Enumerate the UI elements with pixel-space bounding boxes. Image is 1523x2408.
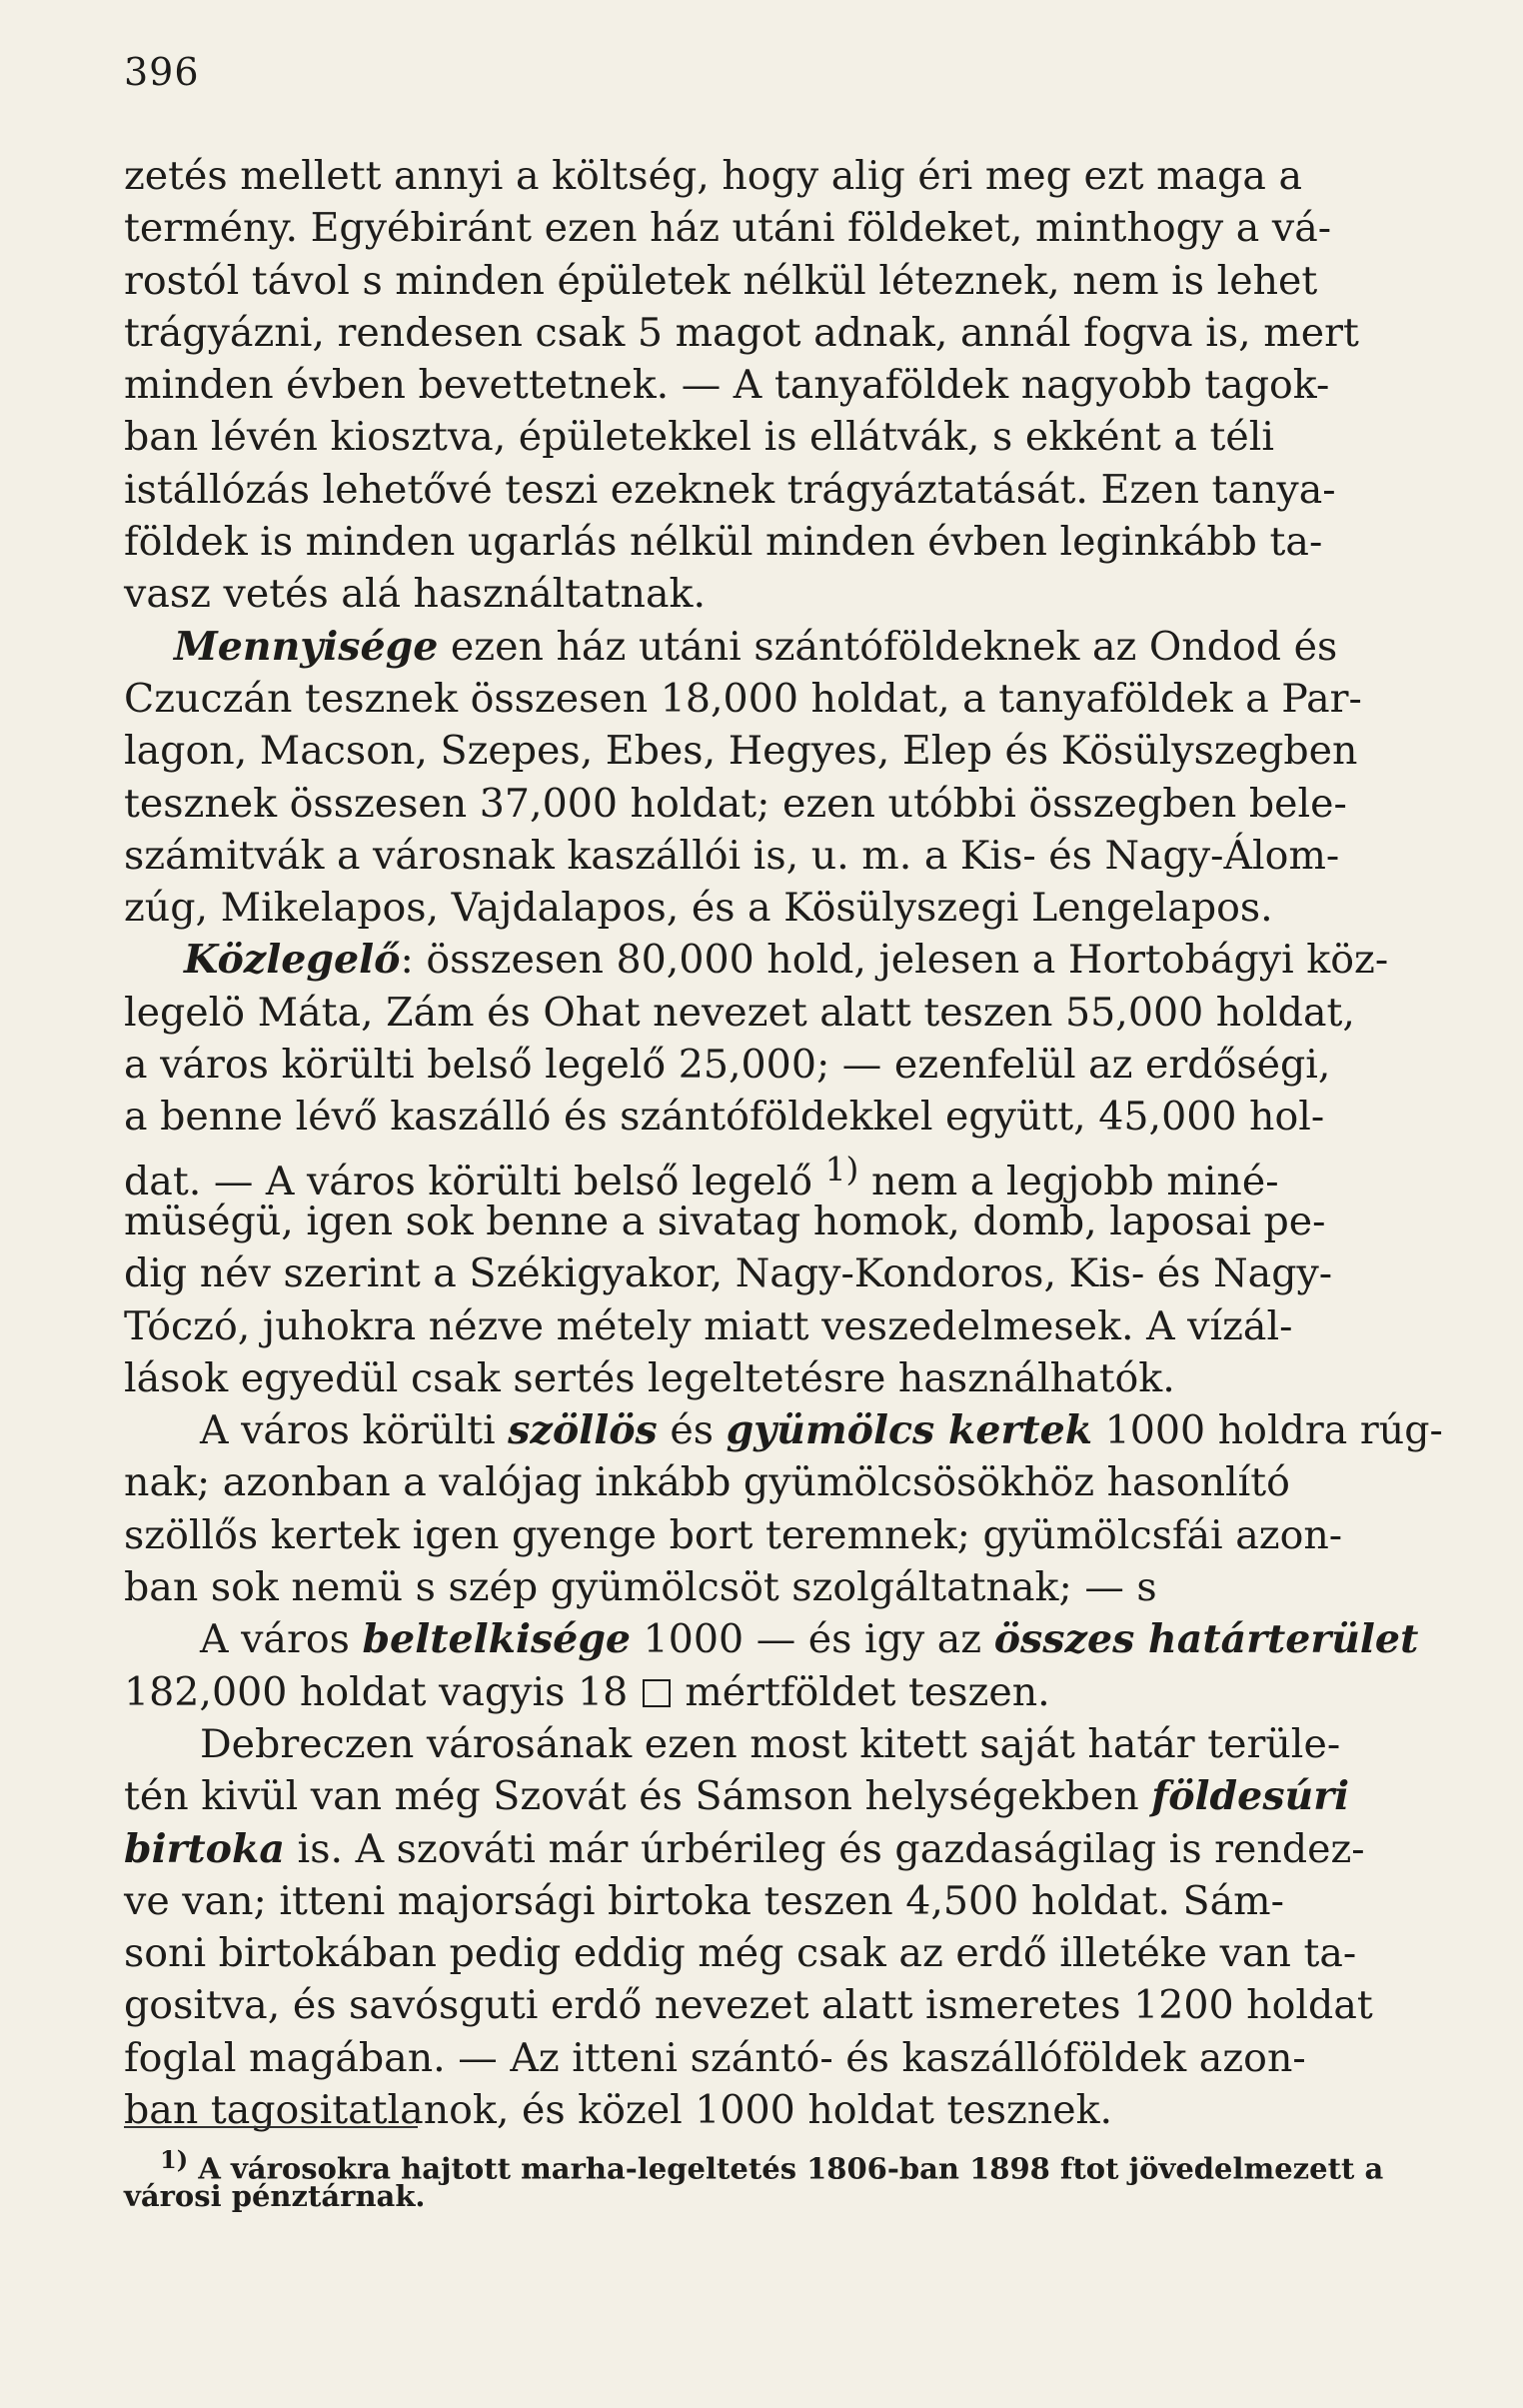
footnote-reference[interactable]: 1) <box>824 1149 859 1189</box>
text-run: A város körülti <box>200 1407 509 1454</box>
text-line <box>124 1613 1421 1665</box>
text-run: mértföldet teszen. <box>672 1668 1050 1715</box>
text-run: : összesen 80,000 hold, jelesen a Hortobágyi köz- <box>400 937 1389 984</box>
emphasis-term: Mennyisége <box>174 623 439 670</box>
text-line: trágyázni, rendesen csak 5 magot adnak, annál fogva is, mert <box>124 309 1359 356</box>
text-line: vasz vetés alá használtatnak. <box>124 571 707 618</box>
text-run: tén kivül van még Szovát és Sámson helységekben <box>124 1773 1152 1820</box>
text-line: istállózás lehetővé teszi ezeknek trágyáztatását. Ezen tanya- <box>124 466 1336 513</box>
text-run: ezen ház utáni szántóföldeknek az Ondod és <box>438 623 1338 670</box>
text-line: ban sok nemü s szép gyümölcsöt szolgáltatnak; — s <box>124 1564 1157 1611</box>
footnote-divider <box>124 2126 418 2128</box>
text-line: foglal magában. — Az itteni szántó- és kaszállóföldek azon- <box>124 2034 1306 2081</box>
text-line: földek is minden ugarlás nélkül minden évben leginkább ta- <box>124 519 1323 566</box>
text-line: a város körülti belső legelő 25,000; — ezenfelül az erdőségi, <box>124 1042 1331 1089</box>
emphasis-term: földesúri <box>1151 1773 1350 1820</box>
text-run: 182,000 holdat vagyis 18 <box>124 1668 641 1715</box>
text-line <box>124 621 1421 673</box>
footnote-line: városi pénztárnak. <box>124 2179 426 2213</box>
text-line: gositva, és savósguti erdő nevezet alatt ismeretes 1200 holdat <box>124 1982 1373 2029</box>
text-run: A városokra hajtott marha-legeltetés 1806-ban 1898 ftot jövedelmezett a <box>188 2151 1384 2186</box>
text-line: számitvák a városnak kaszállói is, u. m. a Kis- és Nagy-Álom- <box>124 832 1340 879</box>
footnote-line <box>124 2142 1423 2186</box>
square-mile-symbol-icon <box>643 1679 671 1707</box>
text-line: soni birtokában pedig eddig még csak az erdő illetéke van ta- <box>124 1930 1357 1977</box>
text-line <box>124 1666 1421 1718</box>
text-line: ve van; itteni majorsági birtoka teszen 4,500 holdat. Sám- <box>124 1877 1284 1924</box>
text-line: minden évben bevettetnek. — A tanyaföldek nagyobb tagok- <box>124 362 1330 409</box>
text-line: zúg, Mikelapos, Vajdalapos, és a Kösülyszegi Lengelapos. <box>124 885 1273 932</box>
emphasis-term: összes határterület <box>993 1616 1419 1663</box>
emphasis-term: Közlegelő <box>184 937 401 984</box>
footnote-marker: 1) <box>160 2145 189 2174</box>
emphasis-term: gyümölcs kertek <box>726 1407 1093 1454</box>
text-line <box>124 1144 1421 1204</box>
text-line: Czuczán tesznek összesen 18,000 holdat, a tanyaföldek a Par- <box>124 675 1362 722</box>
text-line: Tóczó, juhokra nézve métely miatt veszedelmesek. A vízál- <box>124 1302 1293 1349</box>
body-text <box>124 150 1443 2136</box>
text-line: zetés mellett annyi a költség, hogy alig éri meg ezt maga a <box>124 153 1303 199</box>
text-run: 1000 holdra rúg- <box>1092 1407 1443 1454</box>
text-line <box>124 934 1421 986</box>
text-line: a benne lévő kaszálló és szántóföldekkel együtt, 45,000 hol- <box>124 1094 1325 1141</box>
text-line: termény. Egyébiránt ezen ház utáni földeket, minthogy a vá- <box>124 205 1332 252</box>
text-run: és <box>657 1407 727 1454</box>
emphasis-term: beltelkisége <box>362 1616 632 1663</box>
text-line: rostól távol s minden épületek nélkül léteznek, nem is lehet <box>124 257 1318 304</box>
footnote <box>124 2142 1423 2214</box>
text-line: ban tagositatlanok, és közel 1000 holdat tesznek. <box>124 2086 1113 2133</box>
text-run: A város <box>200 1616 363 1663</box>
text-line: ban lévén kiosztva, épületekkel is ellátvák, s ekként a téli <box>124 414 1274 461</box>
text-line: Debreczen városának ezen most kitett saját határ terüle- <box>200 1720 1341 1767</box>
text-run: is. A szováti már úrbérileg és gazdaságilag is rendez- <box>285 1825 1365 1872</box>
text-run: dat. — A város körülti belső legelő <box>124 1158 813 1204</box>
text-line: lagon, Macson, Szepes, Ebes, Hegyes, Elep és Kösülyszegben <box>124 728 1358 775</box>
text-line: dig név szerint a Székigyakor, Nagy-Kondoros, Kis- és Nagy- <box>124 1250 1333 1297</box>
text-line: müségü, igen sok benne a sivatag homok, domb, laposai pe- <box>124 1198 1326 1244</box>
text-line: lások egyedül csak sertés legeltetésre használhatók. <box>124 1354 1175 1401</box>
text-line <box>124 1823 1421 1875</box>
text-line: tesznek összesen 37,000 holdat; ezen utóbbi összegben bele- <box>124 780 1347 827</box>
page-number: 396 <box>124 50 200 94</box>
text-line <box>124 1770 1421 1822</box>
text-line: nak; azonban a valójag inkább gyümölcsösökhöz hasonlító <box>124 1459 1290 1506</box>
emphasis-term: szöllös <box>508 1407 658 1454</box>
text-line: szöllős kertek igen gyenge bort teremnek; gyümölcsfái azon- <box>124 1511 1343 1558</box>
text-run: nem a legjobb miné- <box>858 1158 1279 1204</box>
text-run: 1000 — és igy az <box>631 1616 994 1663</box>
emphasis-term: birtoka <box>124 1825 285 1872</box>
text-line: legelö Máta, Zám és Ohat nevezet alatt teszen 55,000 holdat, <box>124 989 1355 1036</box>
text-line <box>124 1404 1443 1456</box>
